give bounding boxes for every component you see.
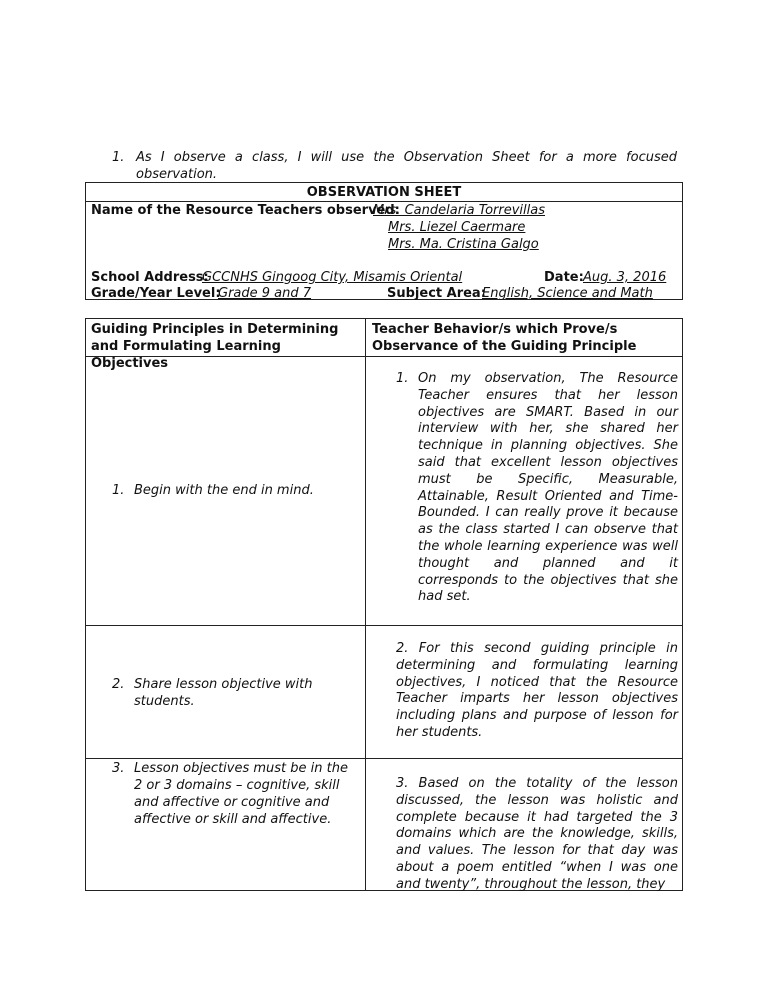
grade-level-value: Grade 9 and 7: [218, 286, 312, 301]
school-address-value: GCCNHS Gingoog City, Misamis Oriental: [202, 270, 463, 285]
row-divider: [86, 625, 682, 626]
subject-area-value: English, Science and Math: [482, 286, 653, 301]
date-value: Aug. 3, 2016: [583, 270, 667, 285]
behavior-number: 1.: [396, 371, 409, 386]
date-label: Date:: [544, 270, 584, 285]
behavior-cell: [396, 641, 678, 742]
principle-text: Lesson objectives must be in the 2 or 3 domains – cognitive, skill and affective or cognitive and affective or skill and affective.: [134, 761, 348, 827]
behavior-text: 2. For this second guiding principle in determining and formulating learning objectives, I noticed that the Resource Teacher imparts her lesson objectives including plans and purpose of lesson for her students.: [396, 641, 678, 740]
subject-area-label: Subject Area:: [387, 286, 486, 301]
column-header-principles: Guiding Principles in Determining and Formulating Learning Objectives: [91, 322, 339, 371]
principle-text: Share lesson objective with students.: [134, 677, 313, 709]
principle-cell: [92, 676, 354, 710]
grade-level-label: Grade/Year Level:: [91, 286, 221, 301]
behavior-cell: [396, 371, 678, 606]
teacher-name: Mrs. Candelaria Torrevillas: [373, 203, 546, 218]
principle-text: Begin with the end in mind.: [134, 483, 314, 498]
principle-cell: [92, 482, 354, 499]
intro-text: As I observe a class, I will use the Observation Sheet for a more focused observation.: [136, 150, 677, 182]
teacher-name: Mrs. Liezel Caermare: [388, 220, 526, 235]
teachers-label: Name of the Resource Teachers observed:: [91, 203, 400, 218]
behavior-cell: [396, 776, 678, 894]
teacher-name: Mrs. Ma. Cristina Galgo: [388, 237, 539, 252]
principle-number: 3.: [112, 761, 125, 776]
column-header-behaviors: Teacher Behavior/s which Prove/s Observance of the Guiding Principle: [372, 322, 637, 354]
behavior-text: On my observation, The Resource Teacher ensures that her lesson objectives are SMART. Based in our interview with her, she shared her technique in planning objectives. She said that excellent lesson objectives must be Specific, Measurable, Attainable, Result Oriented and Time-Bounded. I can really prove it because as the class started I can observe that the whole learning experience was well thought and planned and it corresponds to the objectives that she had set.: [418, 371, 678, 605]
principle-number: 2.: [112, 677, 125, 692]
intro-number: 1.: [112, 150, 125, 165]
principle-number: 1.: [112, 483, 125, 498]
school-address-label: School Address:: [91, 270, 209, 285]
behavior-text: 3. Based on the totality of the lesson discussed, the lesson was holistic and complete because it had targeted the 3 domains which are the knowledge, skills, and values. The lesson for that day was about a poem entitled “when I was one and twenty”, throughout the lesson, they: [396, 776, 678, 892]
row-divider: [86, 758, 682, 759]
column-divider: [365, 319, 366, 890]
guiding-principles-table: [85, 318, 683, 891]
observation-sheet: [85, 182, 683, 300]
principle-cell: [92, 760, 354, 828]
intro-item: [112, 149, 677, 183]
observation-sheet-title: OBSERVATION SHEET: [306, 185, 462, 200]
